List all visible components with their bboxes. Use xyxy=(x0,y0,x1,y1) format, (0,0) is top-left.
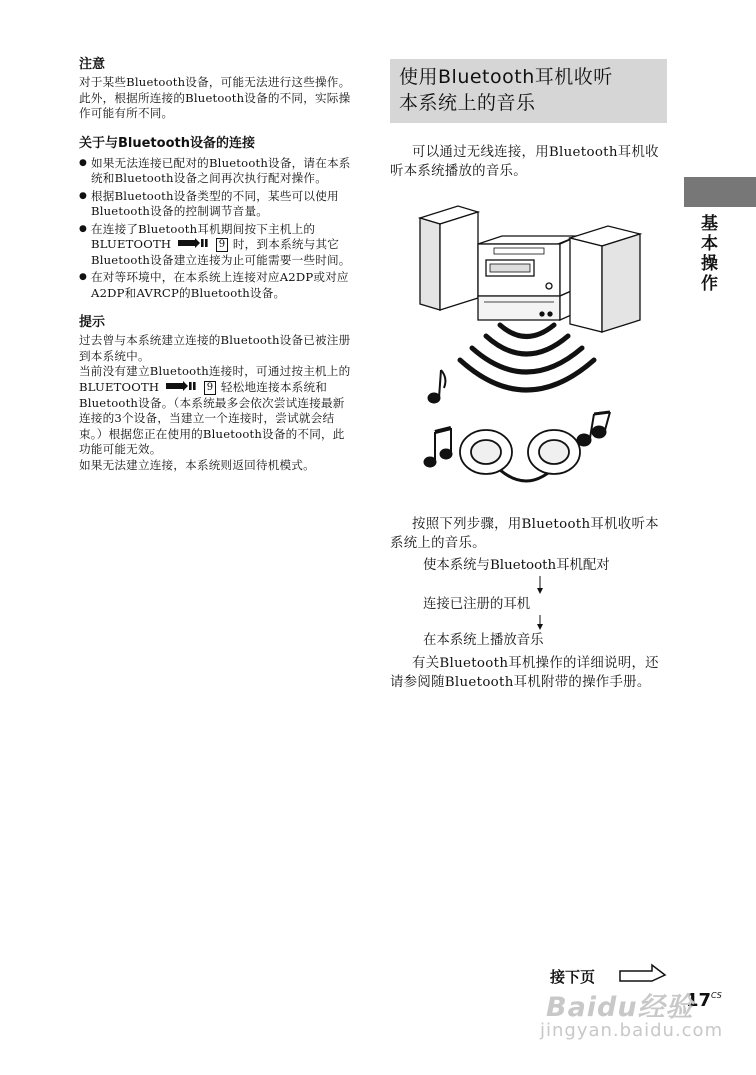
key-number-box: 9 xyxy=(204,381,216,395)
play-pause-icon xyxy=(178,237,208,253)
step-3: 在本系统上播放音乐 xyxy=(423,633,544,648)
section-title-line1: 使用Bluetooth耳机收听 xyxy=(399,66,613,88)
tip-para2 xyxy=(79,364,351,457)
music-note-icon xyxy=(577,412,610,446)
steps-flow xyxy=(423,556,663,650)
headphone-illustration xyxy=(408,200,648,500)
tip-para3: 如果无法建立连接，本系统则返回待机模式。 xyxy=(79,457,315,472)
list-item: ● 根据Bluetooth设备类型的不同，某些可以使用Bluetooth设备的控制调节音量。 xyxy=(79,189,351,220)
tip-heading: 提示 xyxy=(79,315,106,331)
arrow-down-icon xyxy=(536,575,663,595)
connection-heading: 关于与Bluetooth设备的连接 xyxy=(79,135,255,151)
section-title-line2: 本系统上的音乐 xyxy=(399,92,536,114)
music-note-icon xyxy=(424,428,452,467)
side-tab-bar xyxy=(684,177,756,207)
list-item-text-before: 在连接了Bluetooth耳机期间按下主机上的BLUETOOTH xyxy=(91,221,316,251)
tip-para1: 过去曾与本系统建立连接的Bluetooth设备已被注册到本系统中。 xyxy=(79,333,351,363)
section-title-box xyxy=(390,59,667,123)
side-tab-label: 基本操作 xyxy=(697,214,717,294)
left-speaker-icon xyxy=(420,206,478,310)
headphones-icon xyxy=(460,430,580,481)
list-item: ● 在对等环境中，在本系统上连接对应A2DP或对应A2DP和AVRCP的Bluetooth设备。 xyxy=(79,270,351,301)
page-number: 17 xyxy=(686,990,712,1011)
section-closing: 有关Bluetooth耳机操作的详细说明，还请参阅随Bluetooth耳机附带的操作手册。 xyxy=(390,656,659,690)
right-speaker-icon xyxy=(570,226,640,332)
tip-para2-after: 轻松地连接本系统和Bluetooth设备。（本系统最多会依次尝试连接最新连接的3个设备，当建立一个连接时，尝试就会结束。）根据您正在使用的Bluetooth设备的不同，此功能可能无效。 xyxy=(79,379,345,456)
play-pause-icon xyxy=(166,380,196,396)
list-item: ● 如果无法连接已配对的Bluetooth设备，请在本系统和Bluetooth设备之间再次执行配对操作。 xyxy=(79,156,351,187)
note-heading: 注意 xyxy=(79,57,106,72)
tip-para2-before: 当前没有建立Bluetooth连接时，可通过按主机上的BLUETOOTH xyxy=(79,364,351,394)
note-text: 对于某些Bluetooth设备，可能无法进行这些操作。此外，根据所连接的Bluetooth设备的不同，实际操作可能有所不同。 xyxy=(79,75,351,120)
section-intro: 可以通过无线连接，用Bluetooth耳机收听本系统播放的音乐。 xyxy=(390,145,659,179)
connection-list xyxy=(79,156,351,302)
continue-label: 接下页 xyxy=(550,968,596,986)
watermark-url: jingyan.baidu.com xyxy=(540,1020,724,1041)
watermark-main: Baidu经验 xyxy=(546,992,694,1023)
wireless-waves-icon xyxy=(460,325,594,390)
list-item-text-after: 时，到本系统与其它Bluetooth设备建立连接为止可能需要一些时间。 xyxy=(91,237,351,267)
left-column xyxy=(79,57,351,473)
main-unit-icon xyxy=(478,236,578,320)
key-number-box: 9 xyxy=(216,238,228,252)
steps-intro: 按照下列步骤，用Bluetooth耳机收听本系统上的音乐。 xyxy=(390,517,659,551)
page-suffix: CS xyxy=(711,991,722,1000)
arrow-down-icon xyxy=(536,614,663,631)
music-note-icon xyxy=(428,370,445,403)
continue-arrow-icon xyxy=(618,963,668,987)
step-1: 使本系统与Bluetooth耳机配对 xyxy=(423,558,610,573)
step-2: 连接已注册的耳机 xyxy=(423,597,531,612)
list-item xyxy=(79,222,351,269)
